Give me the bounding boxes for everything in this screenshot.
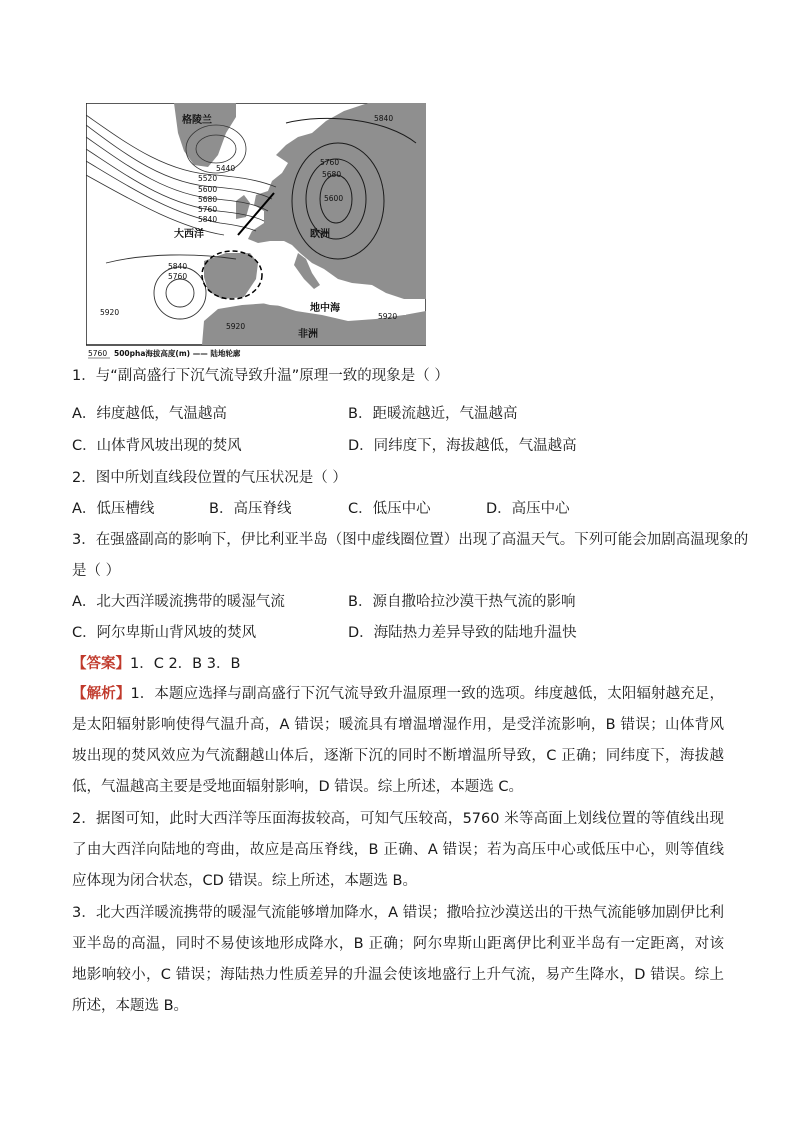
label-europe: 欧洲 (310, 229, 330, 240)
contour-label: 5840 (168, 262, 188, 271)
q3-option-c: C．阿尔卑斯山背风坡的焚风 (72, 625, 257, 641)
legend-text: 500pha海拔高度(m) —— 陆地轮廓 (114, 349, 241, 358)
q2-option-c: C．低压中心 (348, 501, 431, 517)
contour-label: 5760 (320, 158, 340, 167)
label-africa: 非洲 (298, 329, 318, 340)
contour-label: 5680 (198, 195, 218, 204)
q2-option-b: B．高压脊线 (209, 501, 292, 517)
contour-label: 5520 (198, 174, 218, 183)
answer-tag: 【答案】 (72, 656, 130, 672)
analysis-tag: 【解析】 (72, 686, 131, 702)
q3-option-b: B．源自撒哈拉沙漠干热气流的影响 (348, 594, 576, 610)
label-mediterranean: 地中海 (310, 303, 340, 314)
analysis-paragraph-2: 2．据图可知，此时大西洋等压面海拔较高，可知气压较高，5760 米等高面上划线位置的等值线出现了由大西洋向陆地的弯曲，故应是高压脊线，B 正确、A 错误；若为高压中心或低压中心，则等值线应体现为闭合状态，CD 错误。综上所述，本题选 B。 (72, 811, 724, 889)
contour-label: 5440 (216, 164, 236, 173)
q3-option-d: D．海陆热力差异导致的陆地升温快 (348, 625, 577, 641)
contour-label: 5840 (374, 114, 394, 123)
map-legend (88, 348, 241, 358)
q1-option-a: A．纬度越低，气温越高 (72, 406, 227, 422)
label-greenland: 格陵兰 (182, 115, 212, 126)
contour-label: 5840 (198, 215, 218, 224)
contour-label: 5920 (378, 312, 398, 321)
analysis-p1-text: 1．本题应选择与副高盛行下沉气流导致升温原理一致的选项。纬度越低，太阳辐射越充足，是太阳辐射影响使得气温升高，A 错误；暖流具有增温增湿作用，是受洋流影响，B 错误；山体背风坡出现的焚风效应为气流翻越山体后，逐渐下沉的同时不断增温所导致，C 正确；同纬度下，海拔越低，气温越高主要是受地面辐射影响，D 错误。综上所述，本题选 C。 (72, 686, 724, 795)
q3-stem-line1: 3．在强盛副高的影响下，伊比利亚半岛（图中虚线圈位置）出现了高温天气。下列可能会加剧高温现象的 (72, 532, 749, 548)
q2-option-a: A．低压槽线 (72, 501, 155, 517)
label-atlantic: 大西洋 (174, 229, 204, 240)
weather-map-figure (86, 103, 426, 359)
q1-option-b: B．距暖流越近，气温越高 (348, 406, 518, 422)
q1-stem: 1．与“副高盛行下沉气流导致升温”原理一致的现象是（ ） (72, 368, 449, 384)
legend-value: 5760 (88, 349, 108, 358)
q2-option-d: D．高压中心 (486, 501, 570, 517)
contour-label: 5760 (198, 205, 218, 214)
contour-label: 5600 (198, 185, 218, 194)
q1-option-d: D．同纬度下，海拔越低，气温越高 (348, 438, 577, 454)
q3-stem-line2: 是（ ） (72, 563, 121, 579)
contour-label: 5920 (100, 308, 120, 317)
q2-stem: 2．图中所划直线段位置的气压状况是（ ） (72, 470, 347, 486)
weather-map (86, 103, 426, 359)
contour-label: 5760 (168, 272, 188, 281)
answer-line (72, 654, 240, 674)
q3-option-a: A．北大西洋暖流携带的暖湿气流 (72, 594, 285, 610)
contour-label: 5920 (226, 322, 246, 331)
analysis-paragraph-3: 3．北大西洋暖流携带的暖湿气流能够增加降水，A 错误；撒哈拉沙漠送出的干热气流能够加剧伊比利亚半岛的高温，同时不易使该地形成降水，B 正确；阿尔卑斯山距离伊比利亚半岛有一定距离，对该地影响较小，C 错误；海陆热力性质差异的升温会使该地盛行上升气流，易产生降水，D 错误。综上所述，本题选 B。 (72, 905, 724, 1014)
contour-label: 5600 (324, 194, 344, 203)
answer-text: 1．C 2．B 3．B (130, 656, 241, 672)
contour-label: 5680 (322, 170, 342, 179)
analysis-paragraph-1 (72, 679, 724, 803)
q1-option-c: C．山体背风坡出现的焚风 (72, 438, 242, 454)
